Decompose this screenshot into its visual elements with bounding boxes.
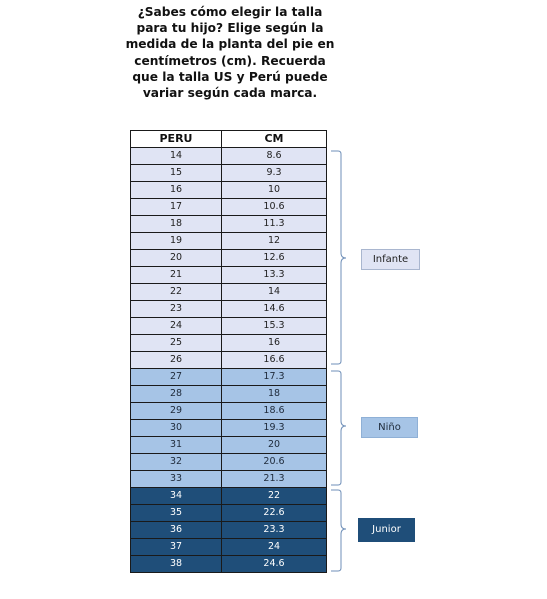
table-row — [131, 233, 327, 250]
cell-peru-size: 32 — [131, 454, 222, 471]
cell-peru-size: 17 — [131, 199, 222, 216]
cell-peru-size: 34 — [131, 488, 222, 505]
cell-peru-size: 28 — [131, 386, 222, 403]
intro-line: ¿Sabes cómo elegir la talla — [137, 5, 323, 19]
table-row — [131, 284, 327, 301]
cell-peru-size: 27 — [131, 369, 222, 386]
cell-cm-size: 17.3 — [222, 369, 327, 386]
intro-line: variar según cada marca. — [142, 86, 318, 101]
table-row — [131, 267, 327, 284]
cell-peru-size: 21 — [131, 267, 222, 284]
intro-line: centímetros (cm). Recuerda — [134, 53, 326, 68]
group-label-junior: Junior — [358, 518, 415, 542]
cell-cm-size: 8.6 — [222, 148, 327, 165]
table-row — [131, 165, 327, 182]
table-row — [131, 471, 327, 488]
cell-peru-size: 19 — [131, 233, 222, 250]
cell-cm-size: 15.3 — [222, 318, 327, 335]
group-label-infante: Infante — [361, 249, 420, 270]
table-row — [131, 386, 327, 403]
cell-cm-size: 20 — [222, 437, 327, 454]
cell-cm-size: 19.3 — [222, 420, 327, 437]
cell-cm-size: 12.6 — [222, 250, 327, 267]
cell-cm-size: 16 — [222, 335, 327, 352]
cell-peru-size: 31 — [131, 437, 222, 454]
table-row — [131, 335, 327, 352]
table-row — [131, 539, 327, 556]
bracket-nino — [331, 371, 346, 485]
cell-peru-size: 37 — [131, 539, 222, 556]
cell-cm-size: 18 — [222, 386, 327, 403]
cell-cm-size: 24.6 — [222, 556, 327, 573]
bracket-junior — [331, 490, 346, 571]
table-row — [131, 488, 327, 505]
cell-cm-size: 16.6 — [222, 352, 327, 369]
cell-cm-size: 14.6 — [222, 301, 327, 318]
table-header-row — [131, 131, 327, 148]
cell-peru-size: 16 — [131, 182, 222, 199]
cell-cm-size: 20.6 — [222, 454, 327, 471]
group-label-nino: Niño — [361, 417, 418, 438]
table-row — [131, 216, 327, 233]
table-row — [131, 437, 327, 454]
cell-cm-size: 14 — [222, 284, 327, 301]
intro-line: para tu hijo? Elige según la — [136, 21, 324, 36]
cell-peru-size: 36 — [131, 522, 222, 539]
table-row — [131, 403, 327, 420]
cell-peru-size: 26 — [131, 352, 222, 369]
cell-peru-size: 35 — [131, 505, 222, 522]
cell-cm-size: 13.3 — [222, 267, 327, 284]
table-row — [131, 556, 327, 573]
table-row — [131, 352, 327, 369]
intro-line: que la talla US y Perú puede — [132, 69, 328, 84]
table-row — [131, 182, 327, 199]
cell-cm-size: 9.3 — [222, 165, 327, 182]
cell-cm-size: 12 — [222, 233, 327, 250]
cell-peru-size: 18 — [131, 216, 222, 233]
cell-cm-size: 22 — [222, 488, 327, 505]
cell-peru-size: 14 — [131, 148, 222, 165]
cell-peru-size: 29 — [131, 403, 222, 420]
cell-peru-size: 20 — [131, 250, 222, 267]
table-row — [131, 318, 327, 335]
cell-peru-size: 15 — [131, 165, 222, 182]
table-row — [131, 301, 327, 318]
cell-cm-size: 10 — [222, 182, 327, 199]
cell-peru-size: 24 — [131, 318, 222, 335]
cell-cm-size: 22.6 — [222, 505, 327, 522]
table-row — [131, 505, 327, 522]
table-row — [131, 454, 327, 471]
table-row — [131, 420, 327, 437]
table-row — [131, 522, 327, 539]
table-row — [131, 369, 327, 386]
intro-text — [120, 4, 340, 101]
intro-line: medida de la planta del pie en — [125, 37, 335, 52]
cell-peru-size: 33 — [131, 471, 222, 488]
cell-cm-size: 21.3 — [222, 471, 327, 488]
cell-peru-size: 25 — [131, 335, 222, 352]
cell-peru-size: 23 — [131, 301, 222, 318]
cell-cm-size: 18.6 — [222, 403, 327, 420]
cell-peru-size: 22 — [131, 284, 222, 301]
cell-peru-size: 38 — [131, 556, 222, 573]
column-header-peru: PERU — [131, 131, 222, 148]
column-header-cm: CM — [222, 131, 327, 148]
table-row — [131, 148, 327, 165]
size-table — [130, 130, 327, 573]
cell-cm-size: 10.6 — [222, 199, 327, 216]
table-row — [131, 199, 327, 216]
cell-cm-size: 23.3 — [222, 522, 327, 539]
bracket-infante — [331, 151, 346, 364]
size-table-body — [131, 148, 327, 573]
table-row — [131, 250, 327, 267]
cell-cm-size: 11.3 — [222, 216, 327, 233]
cell-peru-size: 30 — [131, 420, 222, 437]
cell-cm-size: 24 — [222, 539, 327, 556]
